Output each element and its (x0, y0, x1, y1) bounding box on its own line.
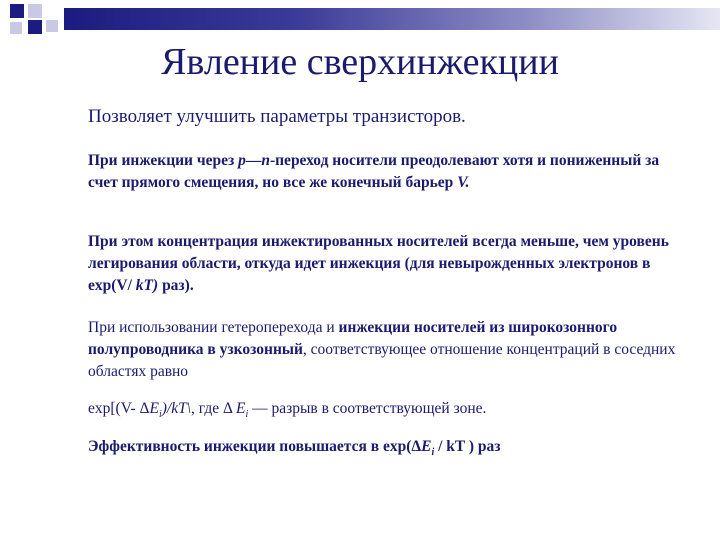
p4-text-d: — разрыв в соответствующей зоне. (248, 400, 487, 417)
p4-sub: i (158, 409, 162, 421)
p4-e: E (149, 400, 159, 417)
p4-sub2: i (245, 409, 249, 421)
lead-sentence: Позволяет улучшить параметры транзисторов. (88, 106, 466, 127)
p4-text-c: , где (191, 400, 223, 417)
p5-text-b: / kT ) раз (434, 438, 501, 455)
paragraph-4 (88, 398, 688, 426)
p1-text-b: -переход носители преодолевают хотя и пониженный за счет прямого смещения, но все же конечный барьер (88, 152, 660, 191)
p5-sub: i (431, 447, 435, 459)
p3-text-a: При использовании гетероперехода и (88, 319, 339, 336)
paragraph-2 (88, 231, 688, 297)
p5-text-a: Эффективность инжекции повышается в exp( (88, 438, 412, 455)
paragraph-5 (88, 436, 688, 464)
paragraph-3 (88, 317, 688, 383)
deco-square (46, 20, 58, 32)
p2-text: При этом концентрация инжектированных носителей всегда меньше, чем уровень легирования области, откуда идет инжекция (для невырожденных электронов в exp(V/ (88, 233, 669, 294)
p5-delta: Δ (411, 438, 422, 455)
p1-v: V. (457, 174, 470, 191)
paragraph-1 (88, 150, 688, 194)
deco-square (10, 4, 24, 18)
header-gradient-bar (64, 8, 720, 30)
p3-text-b: , соответствующее отношение концентраций в соседних областях равно (88, 341, 676, 380)
deco-square (28, 4, 42, 18)
p2-kt: kT) (135, 277, 159, 294)
slide-title: Явление сверхинжекции (161, 41, 559, 83)
deco-square (28, 20, 42, 34)
p1-pn-n: n (261, 152, 270, 169)
p5-e: E (421, 438, 432, 455)
p1-text-a: При инжекции через (88, 152, 239, 169)
p4-text-a: exp[(V- (88, 400, 140, 417)
p4-delta: Δ (139, 400, 150, 417)
p4-e2: E (236, 400, 246, 417)
p2-tail: раз). (158, 277, 194, 294)
p4-text-b: )/kT\ (161, 400, 192, 417)
p1-pn-dash: — (245, 152, 262, 169)
p4-delta2: Δ (223, 400, 233, 417)
p1-pn-p: p (238, 152, 246, 169)
p3-bold: инжекции носителей из широкозонного полупроводника в узкозонный (88, 319, 618, 358)
deco-square (10, 22, 22, 34)
